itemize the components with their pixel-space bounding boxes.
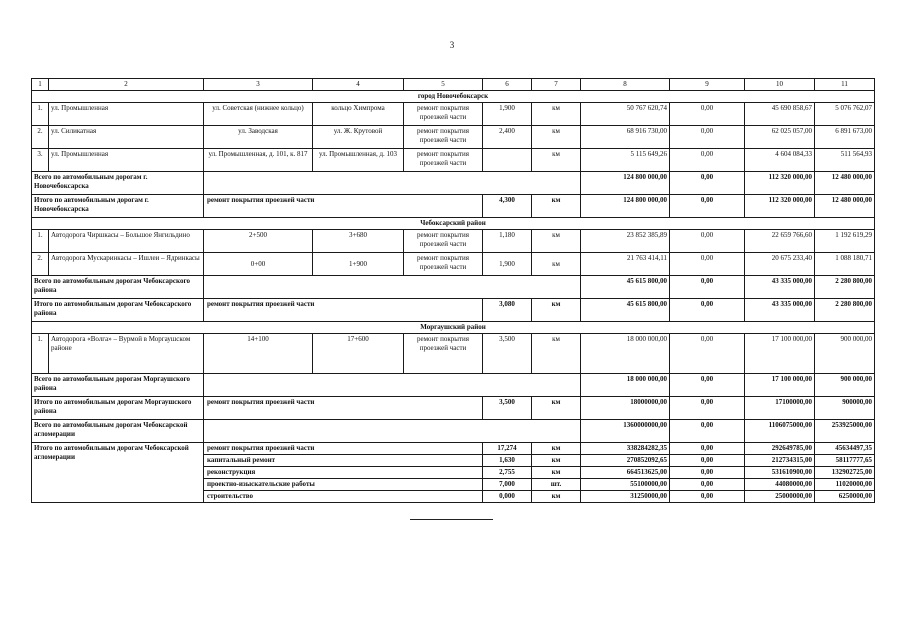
total-row	[32, 276, 875, 299]
cell: 3,500	[483, 397, 532, 420]
cell: ул. Промышленная, д. 101, к. 817	[204, 149, 313, 172]
total-label: Всего по автомобильным дорогам г. Новочебоксарска	[32, 172, 204, 195]
col-number: 9	[670, 79, 745, 91]
cell: 17 100 000,00	[745, 334, 815, 374]
cell: 25000000,00	[745, 491, 815, 503]
cell: 4 604 084,33	[745, 149, 815, 172]
cell: 1,900	[483, 103, 532, 126]
col-number: 8	[581, 79, 670, 91]
cell: 7,000	[483, 479, 532, 491]
cell: 17+600	[313, 334, 404, 374]
cell: 4,300	[483, 195, 532, 218]
cell: 3,500	[483, 334, 532, 374]
cell: 17 100 000,00	[745, 374, 815, 397]
cell: 0+00	[204, 253, 313, 276]
cell: 1,900	[483, 253, 532, 276]
table-row	[32, 149, 875, 172]
table-row	[32, 126, 875, 149]
col-number: 2	[49, 79, 204, 91]
cell: ул. Промышленная	[49, 149, 204, 172]
cell: 11020000,00	[815, 479, 875, 491]
cell: 0,00	[670, 479, 745, 491]
cell: 6 891 673,00	[815, 126, 875, 149]
section-header	[32, 91, 875, 103]
cell: ремонт покрытия проезжей части	[404, 230, 483, 253]
cell: км	[532, 103, 581, 126]
cell: км	[532, 467, 581, 479]
cell: 0,00	[670, 420, 745, 443]
cell: 253925000,00	[815, 420, 875, 443]
cell: 0,00	[670, 334, 745, 374]
cell: Автодорога Мускаринкасы – Ишлеи – Ядринкасы	[49, 253, 204, 276]
cell: 0,00	[670, 467, 745, 479]
cell: км	[532, 149, 581, 172]
cell: 2.	[32, 126, 49, 149]
col-number: 6	[483, 79, 532, 91]
cell: 21 763 414,11	[581, 253, 670, 276]
cell: км	[532, 443, 581, 455]
cell: 20 675 233,40	[745, 253, 815, 276]
table-row	[32, 103, 875, 126]
cell: 511 564,93	[815, 149, 875, 172]
cell: км	[532, 334, 581, 374]
cell: 12 480 000,00	[815, 195, 875, 218]
cell: 45 615 800,00	[581, 299, 670, 322]
cell: км	[532, 299, 581, 322]
cell: ул. Заводская	[204, 126, 313, 149]
cell: 900 000,00	[815, 374, 875, 397]
cell: 900000,00	[815, 397, 875, 420]
cell: км	[532, 195, 581, 218]
cell: 0,000	[483, 491, 532, 503]
cell: 17100000,00	[745, 397, 815, 420]
road-works-table	[31, 78, 875, 503]
cell: 12 480 000,00	[815, 172, 875, 195]
cell	[483, 149, 532, 172]
cell: ул. Промышленная, д. 103	[313, 149, 404, 172]
total-label: Итого по автомобильным дорогам Чебоксарского района	[32, 299, 204, 322]
col-number: 7	[532, 79, 581, 91]
cell: ремонт покрытия проезжей части	[404, 334, 483, 374]
work-type: проектно-изыскательские работы	[204, 479, 483, 491]
cell: 5 115 649,26	[581, 149, 670, 172]
cell: 664513625,00	[581, 467, 670, 479]
cell: 124 800 000,00	[581, 195, 670, 218]
cell: 55100000,00	[581, 479, 670, 491]
cell	[204, 276, 581, 299]
cell: 1.	[32, 230, 49, 253]
cell: ремонт покрытия проезжей части	[404, 126, 483, 149]
total-label: Итого по автомобильным дорогам Чебоксарской агломерации	[32, 443, 204, 503]
cell: 112 320 000,00	[745, 172, 815, 195]
cell: 2.	[32, 253, 49, 276]
col-number: 1	[32, 79, 49, 91]
cell: 31250000,00	[581, 491, 670, 503]
total-row	[32, 374, 875, 397]
cell: 3,080	[483, 299, 532, 322]
cell: 0,00	[670, 397, 745, 420]
cell: Автодорога «Волга» – Вурмой в Моргаушском районе	[49, 334, 204, 374]
cell: 1,180	[483, 230, 532, 253]
cell: 0,00	[670, 172, 745, 195]
table-row	[32, 230, 875, 253]
cell: 2 280 800,00	[815, 299, 875, 322]
cell: 112 320 000,00	[745, 195, 815, 218]
cell: 1 088 180,71	[815, 253, 875, 276]
cell: 17,274	[483, 443, 532, 455]
cell: 18 000 000,00	[581, 374, 670, 397]
cell: 23 852 385,89	[581, 230, 670, 253]
section-title: Чебоксарский район	[32, 218, 875, 230]
cell: 1+900	[313, 253, 404, 276]
work-type: ремонт покрытия проезжей части	[204, 299, 483, 322]
cell: 0,00	[670, 126, 745, 149]
cell: км	[532, 126, 581, 149]
cell: 2+500	[204, 230, 313, 253]
cell: 0,00	[670, 253, 745, 276]
cell: 44080000,00	[745, 479, 815, 491]
cell: 18 000 000,00	[581, 334, 670, 374]
col-number: 11	[815, 79, 875, 91]
cell: 0,00	[670, 374, 745, 397]
page-number: 3	[449, 40, 455, 50]
cell: 2 280 800,00	[815, 276, 875, 299]
cell: 68 916 730,00	[581, 126, 670, 149]
cell: ул. Советская (нижнее кольцо)	[204, 103, 313, 126]
col-number: 5	[404, 79, 483, 91]
cell: 14+100	[204, 334, 313, 374]
cell: 212734315,00	[745, 455, 815, 467]
total-label: Итого по автомобильным дорогам г. Новочебоксарска	[32, 195, 204, 218]
cell: шт.	[532, 479, 581, 491]
cell: 0,00	[670, 230, 745, 253]
section-title: Моргаушский район	[32, 322, 875, 334]
work-type: ремонт покрытия проезжей части	[204, 397, 483, 420]
cell: 2,400	[483, 126, 532, 149]
aggregate-row	[32, 443, 875, 455]
table-row	[32, 253, 875, 276]
total-label: Итого по автомобильным дорогам Моргаушского района	[32, 397, 204, 420]
cell: 1,630	[483, 455, 532, 467]
total-row	[32, 195, 875, 218]
cell: 58117777,65	[815, 455, 875, 467]
cell: кольцо Химпрома	[313, 103, 404, 126]
cell: 0,00	[670, 299, 745, 322]
cell: ул. Силикатная	[49, 126, 204, 149]
cell: 1.	[32, 103, 49, 126]
cell: 338284282,35	[581, 443, 670, 455]
col-number: 4	[313, 79, 404, 91]
cell: 1.	[32, 334, 49, 374]
cell: 43 335 000,00	[745, 276, 815, 299]
cell: 43 335 000,00	[745, 299, 815, 322]
cell: 0,00	[670, 455, 745, 467]
cell: 531610900,00	[745, 467, 815, 479]
cell: 45 690 858,67	[745, 103, 815, 126]
work-type: ремонт покрытия проезжей части	[204, 195, 483, 218]
cell: 0,00	[670, 443, 745, 455]
cell: км	[532, 230, 581, 253]
total-row	[32, 420, 875, 443]
cell: 2,755	[483, 467, 532, 479]
col-number: 3	[204, 79, 313, 91]
cell: ул. Ж. Крутовой	[313, 126, 404, 149]
cell: ремонт покрытия проезжей части	[404, 103, 483, 126]
cell: 1360000000,00	[581, 420, 670, 443]
total-row	[32, 397, 875, 420]
cell: 0,00	[670, 149, 745, 172]
cell: 18000000,00	[581, 397, 670, 420]
cell: 22 659 766,60	[745, 230, 815, 253]
cell: 1106075000,00	[745, 420, 815, 443]
work-type: капитальный ремонт	[204, 455, 483, 467]
cell: Автодорога Чиршкасы – Большое Янгильдино	[49, 230, 204, 253]
cell	[204, 420, 581, 443]
cell: 0,00	[670, 491, 745, 503]
cell: ремонт покрытия проезжей части	[404, 149, 483, 172]
cell: 3+680	[313, 230, 404, 253]
cell: 1 192 619,29	[815, 230, 875, 253]
cell	[204, 172, 581, 195]
section-header	[32, 322, 875, 334]
end-separator-line	[410, 519, 493, 520]
col-number: 10	[745, 79, 815, 91]
cell: ремонт покрытия проезжей части	[404, 253, 483, 276]
cell: 50 767 620,74	[581, 103, 670, 126]
cell: км	[532, 455, 581, 467]
section-title: город Новочебоксарск	[32, 91, 875, 103]
cell: 3.	[32, 149, 49, 172]
work-type: строительство	[204, 491, 483, 503]
total-label: Всего по автомобильным дорогам Чебоксарского района	[32, 276, 204, 299]
cell: 0,00	[670, 276, 745, 299]
cell: 0,00	[670, 195, 745, 218]
total-row	[32, 172, 875, 195]
section-header	[32, 218, 875, 230]
work-type: ремонт покрытия проезжей части	[204, 443, 483, 455]
cell: 45634497,35	[815, 443, 875, 455]
table-row	[32, 334, 875, 374]
header-row	[32, 79, 875, 91]
cell: 292649785,00	[745, 443, 815, 455]
cell: 0,00	[670, 103, 745, 126]
cell: 6250000,00	[815, 491, 875, 503]
cell: км	[532, 397, 581, 420]
cell: 900 000,00	[815, 334, 875, 374]
cell: 5 076 762,07	[815, 103, 875, 126]
cell	[204, 374, 581, 397]
cell: км	[532, 253, 581, 276]
work-type: реконструкция	[204, 467, 483, 479]
total-label: Всего по автомобильным дорогам Чебоксарской агломерации	[32, 420, 204, 443]
cell: км	[532, 491, 581, 503]
cell: 62 025 057,00	[745, 126, 815, 149]
total-row	[32, 299, 875, 322]
total-label: Всего по автомобильным дорогам Моргаушского района	[32, 374, 204, 397]
cell: 124 800 000,00	[581, 172, 670, 195]
cell: 45 615 800,00	[581, 276, 670, 299]
cell: ул. Промышленная	[49, 103, 204, 126]
cell: 132902725,00	[815, 467, 875, 479]
cell: 270852092,65	[581, 455, 670, 467]
